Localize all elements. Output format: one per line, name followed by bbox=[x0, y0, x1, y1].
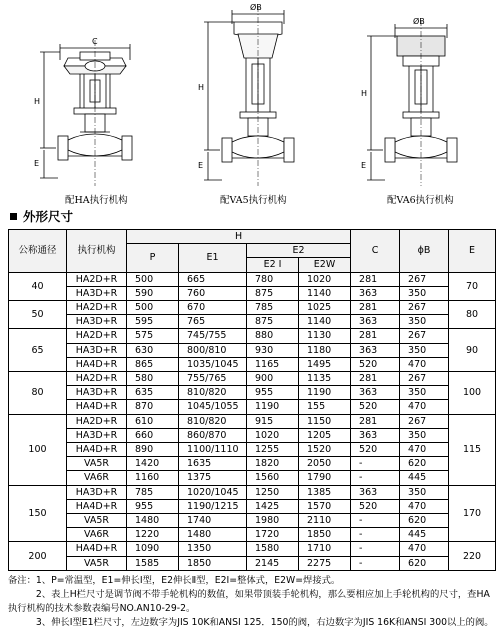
note-line: 备注：1、P=常温型，E1=伸长Ⅰ型，E2伸长Ⅱ型，E2Ⅰ=整体式，E2W=焊接式。 bbox=[8, 575, 341, 586]
cell-e1: 755/765 bbox=[179, 372, 247, 386]
cell-e1: 1350 bbox=[179, 542, 247, 556]
dimensions-table bbox=[8, 229, 496, 571]
table-row bbox=[9, 514, 496, 528]
cell-dn: 200 bbox=[9, 542, 67, 570]
cell-e2w: 1710 bbox=[299, 542, 351, 556]
cell-c: 363 bbox=[351, 343, 400, 357]
cell-dn: 150 bbox=[9, 485, 67, 542]
header-dn: 公称通径 bbox=[9, 230, 67, 273]
cell-e1: 760 bbox=[179, 286, 247, 300]
cell-actuator: HA3D+R bbox=[67, 485, 127, 499]
table-row bbox=[9, 329, 496, 343]
table-header bbox=[9, 230, 496, 273]
va5-valve-drawing bbox=[190, 0, 320, 190]
cell-actuator: VA5R bbox=[67, 514, 127, 528]
cell-b: 350 bbox=[400, 485, 449, 499]
cell-p: 865 bbox=[127, 357, 179, 371]
table-row bbox=[9, 286, 496, 300]
cell-e2w: 2110 bbox=[299, 514, 351, 528]
cell-b: 470 bbox=[400, 499, 449, 513]
header-e: E bbox=[449, 230, 496, 273]
cell-e1: 1740 bbox=[179, 514, 247, 528]
cell-b: 620 bbox=[400, 556, 449, 570]
cell-e2i: 1720 bbox=[247, 528, 299, 542]
cell-actuator: VA5R bbox=[67, 556, 127, 570]
cell-actuator: VA6R bbox=[67, 528, 127, 542]
dim-b-label: ØB bbox=[413, 17, 425, 26]
cell-c: - bbox=[351, 528, 400, 542]
cell-e2w: 1025 bbox=[299, 301, 351, 315]
cell-e1: 1045/1055 bbox=[179, 400, 247, 414]
cell-actuator: HA4D+R bbox=[67, 499, 127, 513]
cell-c: - bbox=[351, 471, 400, 485]
header-b: ϕB bbox=[400, 230, 449, 273]
header-e2: E2 bbox=[247, 244, 351, 258]
cell-c: 363 bbox=[351, 286, 400, 300]
table-row bbox=[9, 528, 496, 542]
cell-b: 350 bbox=[400, 286, 449, 300]
cell-p: 1480 bbox=[127, 514, 179, 528]
cell-c: 363 bbox=[351, 315, 400, 329]
cell-p: 630 bbox=[127, 343, 179, 357]
cell-actuator: HA2D+R bbox=[67, 372, 127, 386]
cell-dn: 80 bbox=[9, 372, 67, 415]
cell-c: 363 bbox=[351, 485, 400, 499]
cell-e1: 1035/1045 bbox=[179, 357, 247, 371]
cell-e1: 670 bbox=[179, 301, 247, 315]
cell-e2w: 1385 bbox=[299, 485, 351, 499]
table-row bbox=[9, 315, 496, 329]
cell-p: 1585 bbox=[127, 556, 179, 570]
cell-e1: 1850 bbox=[179, 556, 247, 570]
cell-e2i: 1580 bbox=[247, 542, 299, 556]
cell-e2i: 880 bbox=[247, 329, 299, 343]
header-h: H bbox=[127, 230, 351, 244]
cell-e2i: 1255 bbox=[247, 443, 299, 457]
cell-p: 635 bbox=[127, 386, 179, 400]
cell-actuator: HA3D+R bbox=[67, 286, 127, 300]
cell-e2w: 1190 bbox=[299, 386, 351, 400]
cell-e2i: 875 bbox=[247, 286, 299, 300]
cell-c: 520 bbox=[351, 357, 400, 371]
cell-actuator: HA2D+R bbox=[67, 414, 127, 428]
dim-c-label: C bbox=[92, 37, 98, 46]
cell-actuator: HA2D+R bbox=[67, 272, 127, 286]
figure-caption: 配HA执行机构 bbox=[65, 195, 128, 206]
cell-actuator: HA3D+R bbox=[67, 428, 127, 442]
cell-c: 520 bbox=[351, 499, 400, 513]
cell-e2i: 1165 bbox=[247, 357, 299, 371]
cell-e2w: 2050 bbox=[299, 457, 351, 471]
cell-e2i: 785 bbox=[247, 301, 299, 315]
cell-b: 445 bbox=[400, 471, 449, 485]
cell-b: 267 bbox=[400, 372, 449, 386]
cell-p: 595 bbox=[127, 315, 179, 329]
cell-e1: 810/820 bbox=[179, 386, 247, 400]
cell-p: 500 bbox=[127, 301, 179, 315]
table-row bbox=[9, 471, 496, 485]
table-row bbox=[9, 499, 496, 513]
cell-p: 580 bbox=[127, 372, 179, 386]
section-title-text: 外形尺寸 bbox=[23, 209, 74, 224]
figure-caption: 配VA6执行机构 bbox=[387, 195, 454, 206]
cell-actuator: HA4D+R bbox=[67, 400, 127, 414]
cell-e: 115 bbox=[449, 414, 496, 485]
cell-p: 890 bbox=[127, 443, 179, 457]
cell-p: 1220 bbox=[127, 528, 179, 542]
cell-actuator: HA2D+R bbox=[67, 329, 127, 343]
table-row bbox=[9, 414, 496, 428]
cell-b: 267 bbox=[400, 301, 449, 315]
table-row bbox=[9, 343, 496, 357]
cell-e1: 800/810 bbox=[179, 343, 247, 357]
cell-e: 220 bbox=[449, 542, 496, 570]
cell-p: 1090 bbox=[127, 542, 179, 556]
cell-b: 350 bbox=[400, 315, 449, 329]
cell-e2i: 900 bbox=[247, 372, 299, 386]
cell-actuator: VA6R bbox=[67, 471, 127, 485]
cell-e2i: 955 bbox=[247, 386, 299, 400]
cell-actuator: HA4D+R bbox=[67, 443, 127, 457]
table-row bbox=[9, 485, 496, 499]
table-row bbox=[9, 357, 496, 371]
dim-h-label: H bbox=[361, 89, 368, 98]
cell-actuator: HA4D+R bbox=[67, 357, 127, 371]
cell-p: 590 bbox=[127, 286, 179, 300]
cell-e2i: 915 bbox=[247, 414, 299, 428]
cell-dn: 65 bbox=[9, 329, 67, 372]
cell-e2w: 1140 bbox=[299, 286, 351, 300]
dim-e-label: E bbox=[34, 159, 40, 168]
cell-e2w: 1130 bbox=[299, 329, 351, 343]
cell-e2i: 1980 bbox=[247, 514, 299, 528]
cell-b: 470 bbox=[400, 443, 449, 457]
dim-b-label: ØB bbox=[250, 3, 262, 12]
cell-c: 363 bbox=[351, 386, 400, 400]
cell-e: 80 bbox=[449, 301, 496, 329]
cell-e2i: 1820 bbox=[247, 457, 299, 471]
cell-b: 620 bbox=[400, 514, 449, 528]
header-e1: E1 bbox=[179, 244, 247, 272]
header-p: P bbox=[127, 244, 179, 272]
cell-e2i: 2145 bbox=[247, 556, 299, 570]
cell-e2w: 1205 bbox=[299, 428, 351, 442]
cell-e2i: 1560 bbox=[247, 471, 299, 485]
cell-e1: 1190/1215 bbox=[179, 499, 247, 513]
figure-caption: 配VA5执行机构 bbox=[220, 195, 287, 206]
cell-e1: 1020/1045 bbox=[179, 485, 247, 499]
dim-h-label: H bbox=[34, 97, 41, 106]
cell-p: 500 bbox=[127, 272, 179, 286]
cell-dn: 40 bbox=[9, 272, 67, 300]
table-row bbox=[9, 556, 496, 570]
cell-e2w: 1495 bbox=[299, 357, 351, 371]
cell-c: 281 bbox=[351, 372, 400, 386]
cell-c: 281 bbox=[351, 301, 400, 315]
cell-p: 660 bbox=[127, 428, 179, 442]
table-row bbox=[9, 443, 496, 457]
cell-b: 350 bbox=[400, 343, 449, 357]
table-row bbox=[9, 542, 496, 556]
table-row bbox=[9, 457, 496, 471]
cell-c: 281 bbox=[351, 329, 400, 343]
cell-b: 445 bbox=[400, 528, 449, 542]
cell-p: 1420 bbox=[127, 457, 179, 471]
table-row bbox=[9, 386, 496, 400]
cell-actuator: HA3D+R bbox=[67, 343, 127, 357]
cell-actuator: HA3D+R bbox=[67, 315, 127, 329]
cell-dn: 100 bbox=[9, 414, 67, 485]
figure-ha-actuator bbox=[30, 0, 160, 206]
cell-c: - bbox=[351, 542, 400, 556]
header-e2w: E2W bbox=[299, 258, 351, 272]
cell-c: - bbox=[351, 457, 400, 471]
table-body bbox=[9, 272, 496, 570]
notes bbox=[8, 574, 496, 630]
cell-b: 267 bbox=[400, 272, 449, 286]
cell-b: 620 bbox=[400, 457, 449, 471]
cell-e1: 1480 bbox=[179, 528, 247, 542]
cell-p: 1160 bbox=[127, 471, 179, 485]
cell-e2w: 1790 bbox=[299, 471, 351, 485]
cell-e1: 860/870 bbox=[179, 428, 247, 442]
cell-c: - bbox=[351, 556, 400, 570]
dim-e-label: E bbox=[198, 161, 204, 170]
cell-p: 785 bbox=[127, 485, 179, 499]
cell-e2w: 1520 bbox=[299, 443, 351, 457]
cell-e1: 745/755 bbox=[179, 329, 247, 343]
note-line: 3、伸长Ⅰ型E1栏尺寸，左边数字为JIS 10K和ANSI 125．150的阀，右边数字为JIS 16K和ANSI 300以上的阀。 bbox=[8, 617, 494, 628]
table-row bbox=[9, 301, 496, 315]
cell-b: 350 bbox=[400, 428, 449, 442]
table-row bbox=[9, 400, 496, 414]
cell-p: 955 bbox=[127, 499, 179, 513]
dim-h-label: H bbox=[198, 83, 205, 92]
cell-c: - bbox=[351, 514, 400, 528]
cell-c: 520 bbox=[351, 443, 400, 457]
cell-b: 470 bbox=[400, 357, 449, 371]
cell-b: 267 bbox=[400, 329, 449, 343]
cell-e: 170 bbox=[449, 485, 496, 542]
cell-e1: 1100/1110 bbox=[179, 443, 247, 457]
header-actuator: 执行机构 bbox=[67, 230, 127, 273]
cell-b: 470 bbox=[400, 542, 449, 556]
cell-e2w: 155 bbox=[299, 400, 351, 414]
cell-e2w: 1180 bbox=[299, 343, 351, 357]
cell-b: 350 bbox=[400, 386, 449, 400]
cell-e2w: 1135 bbox=[299, 372, 351, 386]
cell-e2w: 1850 bbox=[299, 528, 351, 542]
cell-actuator: HA2D+R bbox=[67, 301, 127, 315]
cell-e2i: 1020 bbox=[247, 428, 299, 442]
cell-e1: 810/820 bbox=[179, 414, 247, 428]
cell-c: 363 bbox=[351, 428, 400, 442]
va6-valve-drawing bbox=[355, 0, 485, 190]
dim-e-label: E bbox=[361, 161, 367, 170]
figure-va6-actuator bbox=[355, 0, 485, 206]
cell-e2w: 1150 bbox=[299, 414, 351, 428]
ha-valve-drawing bbox=[30, 0, 160, 190]
section-title bbox=[10, 207, 73, 225]
cell-e2i: 1190 bbox=[247, 400, 299, 414]
cell-actuator: HA4D+R bbox=[67, 542, 127, 556]
cell-p: 610 bbox=[127, 414, 179, 428]
cell-e2i: 930 bbox=[247, 343, 299, 357]
cell-e1: 765 bbox=[179, 315, 247, 329]
cell-e1: 1635 bbox=[179, 457, 247, 471]
cell-e2i: 1250 bbox=[247, 485, 299, 499]
cell-e2w: 2275 bbox=[299, 556, 351, 570]
figure-va5-actuator bbox=[190, 0, 320, 206]
cell-e2i: 875 bbox=[247, 315, 299, 329]
cell-e2w: 1140 bbox=[299, 315, 351, 329]
square-bullet-icon bbox=[10, 213, 17, 220]
cell-p: 870 bbox=[127, 400, 179, 414]
cell-e: 70 bbox=[449, 272, 496, 300]
cell-e: 100 bbox=[449, 372, 496, 415]
cell-b: 470 bbox=[400, 400, 449, 414]
cell-e1: 665 bbox=[179, 272, 247, 286]
cell-actuator: VA5R bbox=[67, 457, 127, 471]
cell-p: 575 bbox=[127, 329, 179, 343]
cell-e: 90 bbox=[449, 329, 496, 372]
header-c: C bbox=[351, 230, 400, 273]
table-row bbox=[9, 272, 496, 286]
header-e2i: E2 I bbox=[247, 258, 299, 272]
cell-e2w: 1020 bbox=[299, 272, 351, 286]
cell-e2w: 1570 bbox=[299, 499, 351, 513]
cell-c: 520 bbox=[351, 400, 400, 414]
cell-e2i: 1425 bbox=[247, 499, 299, 513]
cell-e2i: 780 bbox=[247, 272, 299, 286]
cell-b: 267 bbox=[400, 414, 449, 428]
table-row bbox=[9, 428, 496, 442]
cell-c: 281 bbox=[351, 272, 400, 286]
cell-c: 281 bbox=[351, 414, 400, 428]
table-row bbox=[9, 372, 496, 386]
note-line: 2、表上H栏尺寸是调节阀不带手轮机构的数值，如果带顶装手轮机构，那么要相应加上手轮机构的尺寸，查HA执行机构的技术参数表编号NO.AN10-29-2。 bbox=[8, 589, 490, 614]
cell-actuator: HA3D+R bbox=[67, 386, 127, 400]
cell-e1: 1375 bbox=[179, 471, 247, 485]
figures-area bbox=[0, 0, 500, 206]
cell-dn: 50 bbox=[9, 301, 67, 329]
